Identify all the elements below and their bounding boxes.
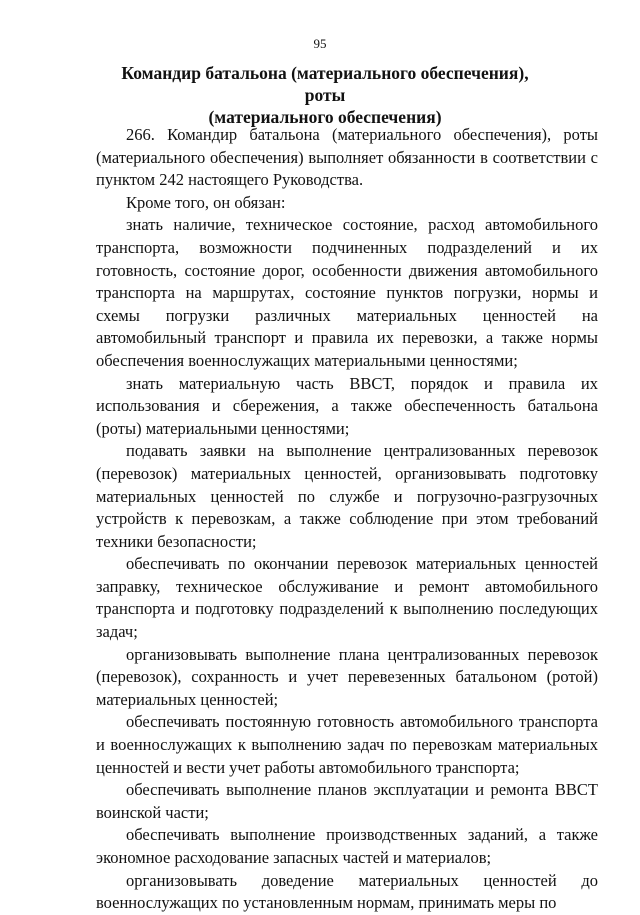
paragraph-intro-duties: Кроме того, он обязан:	[126, 192, 286, 212]
heading-line-1: Командир батальона (материального обеспечения), роты	[121, 63, 529, 105]
duty-paragraph: знать материальную часть ВВСТ, порядок и правила их использования и сбережения, а также обеспеченность батальона (роты) материальными ценностями;	[96, 373, 598, 438]
body-text	[96, 124, 598, 915]
duty-paragraph: подавать заявки на выполнение централизованных перевозок (перевозок) материальных ценностей, организовывать подготовку материальных ценностей по службе и погрузочно-разгрузочных устройств к перевозкам, а также соблюдение при этом требований техники безопасности;	[96, 441, 598, 551]
duty-paragraph: знать наличие, техническое состояние, расход автомобильного транспорта, возможности подчиненных подразделений и их готовность, состояние дорог, особенности движения автомобильного транспорта на маршрутах, состояние пунктов погрузки, нормы и схемы погрузки различных материальных ценностей на автомобильный транспорт и правила их перевозки, а также нормы обеспечения военнослужащих материальными ценностями;	[96, 215, 598, 370]
paragraph-266: 266. Командир батальона (материального обеспечения), роты (материального обеспечения) выполняет обязанности в соответствии с пунктом 242 настоящего Руководства.	[96, 125, 598, 190]
duty-paragraph: организовывать доведение материальных ценностей до военнослужащих по установленным нормам, принимать меры по	[96, 870, 598, 913]
duty-paragraph: обеспечивать выполнение планов эксплуатации и ремонта ВВСТ воинской части;	[96, 780, 598, 822]
duty-paragraph: обеспечивать выполнение производственных заданий, а также экономное расходование запасных частей и материалов;	[96, 825, 598, 867]
page-number: 95	[313, 36, 327, 51]
section-heading	[100, 62, 550, 128]
duty-paragraph: обеспечивать по окончании перевозок материальных ценностей заправку, техническое обслуживание и ремонт автомобильного транспорта и подготовку подразделений к выполнению последующих задач;	[96, 554, 598, 642]
duty-paragraph: обеспечивать постоянную готовность автомобильного транспорта и военнослужащих к выполнению задач по перевозкам материальных ценностей и вести учет работы автомобильного транспорта;	[96, 712, 598, 777]
duty-paragraph: организовывать выполнение плана централизованных перевозок (перевозок), сохранность и учет перевезенных батальоном (ротой) материальных ценностей;	[96, 644, 598, 709]
heading-line-2: (материального обеспечения)	[208, 107, 442, 127]
